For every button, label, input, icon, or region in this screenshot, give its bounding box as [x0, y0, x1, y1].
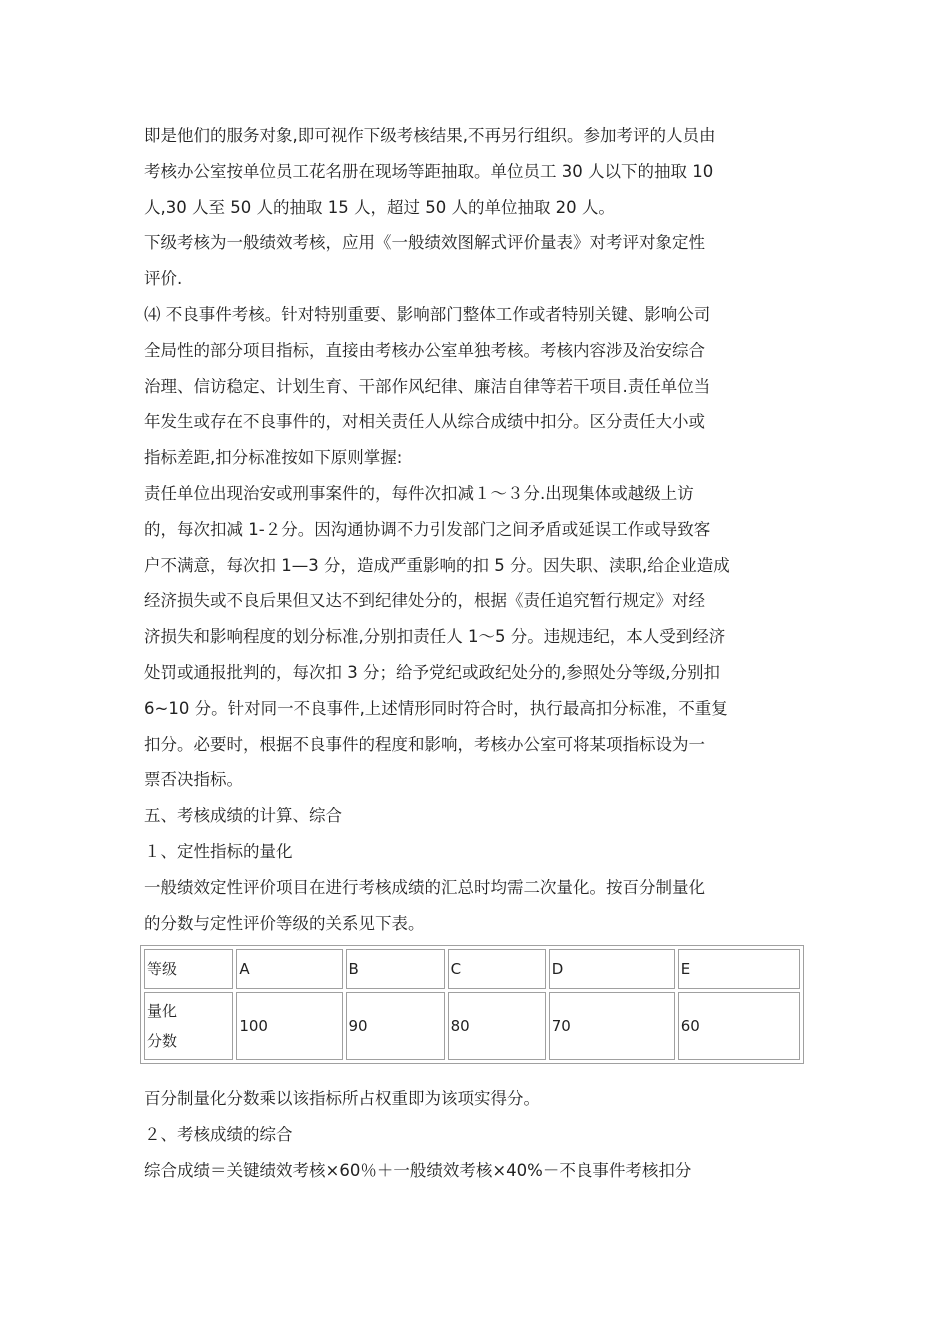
table-row — [144, 949, 800, 989]
cell-label-line: 量化 — [147, 1002, 178, 1021]
text-line: 下级考核为一般绩效考核，应用《一般绩效图解式评价量表》对考评对象定性 — [144, 233, 705, 253]
body-text-bottom — [144, 1081, 814, 1188]
text-line: 全局性的部分项目指标，直接由考核办公室单独考核。考核内容涉及治安综合 — [144, 340, 705, 360]
text-line: 的分数与定性评价等级的关系见下表。 — [144, 913, 425, 933]
table-cell: D — [549, 949, 675, 989]
table-cell: A — [236, 949, 342, 989]
formula-line: 综合成绩＝关键绩效考核×60％＋一般绩效考核×40%－不良事件考核扣分 — [144, 1160, 692, 1180]
table-row — [144, 992, 800, 1060]
text-line: 扣分。必要时，根据不良事件的程度和影响，考核办公室可将某项指标设为一 — [144, 734, 705, 754]
table-cell: C — [448, 949, 546, 989]
text-line: 经济损失或不良后果但又达不到纪律处分的，根据《责任追究暂行规定》对经 — [144, 591, 705, 611]
text-line: 济损失和影响程度的划分标准,分别扣责任人 1～5 分。违规违纪，本人受到经济 — [144, 627, 726, 647]
table-cell: E — [678, 949, 800, 989]
text-line: 处罚或通报批判的，每次扣 3 分；给予党纪或政纪处分的,参照处分等级,分别扣 — [144, 662, 720, 682]
text-line: 治理、信访稳定、计划生育、干部作风纪律、廉洁自律等若干项目.责任单位当 — [144, 376, 711, 396]
subsection-heading: ２、考核成绩的综合 — [144, 1125, 293, 1145]
text-line: 考核办公室按单位员工花名册在现场等距抽取。单位员工 30 人以下的抽取 10 — [144, 161, 714, 181]
text-line: 即是他们的服务对象,即可视作下级考核结果,不再另行组织。参加考评的人员由 — [144, 126, 716, 145]
text-line: 户不满意，每次扣 1—3 分，造成严重影响的扣 5 分。因失职、渎职,给企业造成 — [144, 555, 730, 575]
table-cell: 80 — [448, 992, 546, 1060]
table-cell: 100 — [236, 992, 342, 1060]
table-cell: 90 — [346, 992, 445, 1060]
text-line: 一般绩效定性评价项目在进行考核成绩的汇总时均需二次量化。按百分制量化 — [144, 877, 705, 897]
document-page — [144, 118, 814, 1189]
text-line: 百分制量化分数乘以该指标所占权重即为该项实得分。 — [144, 1089, 540, 1109]
text-line: 指标差距,扣分标准按如下原则掌握: — [144, 448, 403, 468]
cell-label-line: 分数 — [147, 1032, 178, 1051]
table-cell: 70 — [549, 992, 675, 1060]
grade-score-table — [140, 945, 804, 1064]
text-line: 年发生或存在不良事件的，对相关责任人从综合成绩中扣分。区分责任大小或 — [144, 412, 705, 432]
table-cell: B — [346, 949, 445, 989]
subsection-heading: １、定性指标的量化 — [144, 841, 293, 861]
table-cell: 60 — [678, 992, 800, 1060]
text-line: 责任单位出现治安或刑事案件的，每件次扣减１～３分.出现集体或越级上访 — [144, 483, 694, 503]
text-line: 评价. — [144, 269, 183, 289]
text-line: 的，每次扣减 1-２分。因沟通协调不力引发部门之间矛盾或延误工作或导致客 — [144, 519, 711, 539]
body-text-top — [144, 118, 814, 941]
text-line: 票否决指标。 — [144, 770, 243, 790]
text-line: 人,30 人至 50 人的抽取 15 人，超过 50 人的单位抽取 20 人。 — [144, 197, 615, 217]
section-heading: 五、考核成绩的计算、综合 — [144, 806, 342, 826]
table-cell: 等级 — [144, 949, 233, 989]
table-cell — [144, 992, 233, 1060]
text-line: 6~10 分。针对同一不良事件,上述情形同时符合时，执行最高扣分标准，不重复 — [144, 698, 728, 718]
text-line: ⑷ 不良事件考核。针对特别重要、影响部门整体工作或者特别关键、影响公司 — [144, 304, 711, 324]
